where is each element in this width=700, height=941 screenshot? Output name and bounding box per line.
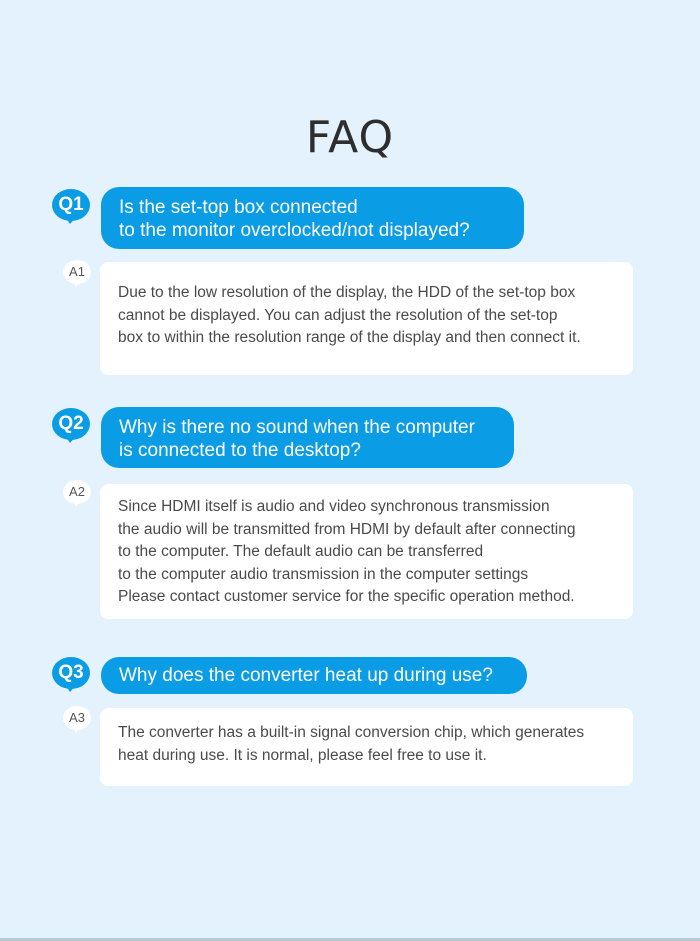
answer-1-line-2: cannot be displayed. You can adjust the resolution of the set-top xyxy=(118,306,558,324)
a3-badge xyxy=(63,706,91,732)
answer-1-line-1: Due to the low resolution of the display, the HDD of the set-top box xyxy=(118,284,576,301)
answer-2-line-5: Please contact customer service for the specific operation method. xyxy=(118,588,575,605)
q3-label: Q3 xyxy=(52,657,90,689)
a1-badge xyxy=(63,260,91,286)
answer-2-card xyxy=(100,484,633,619)
question-1-bubble xyxy=(101,187,524,249)
answer-2-line-1: Since HDMI itself is audio and video synchronous transmission xyxy=(118,498,550,515)
question-2-line-2: is connected to the desktop? xyxy=(119,440,361,461)
a3-label: A3 xyxy=(63,706,91,730)
answer-3-card xyxy=(100,708,633,786)
question-2-line-1: Why is there no sound when the computer xyxy=(119,417,475,438)
q1-label: Q1 xyxy=(52,189,90,221)
q2-label: Q2 xyxy=(52,408,90,440)
answer-1-line-3: box to within the resolution range of the display and then connect it. xyxy=(118,329,581,346)
q2-badge xyxy=(52,408,90,442)
answer-2-line-2: the audio will be transmitted from HDMI by default after connecting xyxy=(118,520,576,538)
answer-3-line-2: heat during use. It is normal, please feel free to use it. xyxy=(118,746,487,764)
answer-3-line-1: The converter has a built-in signal conversion chip, which generates xyxy=(118,724,585,741)
question-3-bubble xyxy=(101,657,527,694)
page-title: FAQ xyxy=(305,112,395,163)
question-1-line-2: to the monitor overclocked/not displayed? xyxy=(119,220,470,241)
a2-label: A2 xyxy=(63,480,91,504)
question-2-bubble xyxy=(101,407,514,468)
question-3-line-1: Why does the converter heat up during use? xyxy=(119,665,493,686)
q3-badge xyxy=(52,657,90,691)
answer-2-line-3: to the computer. The default audio can be transferred xyxy=(118,543,484,560)
answer-2-line-4: to the computer audio transmission in the computer settings xyxy=(118,565,529,583)
a1-label: A1 xyxy=(63,260,91,284)
a2-badge xyxy=(63,480,91,506)
question-1-line-1: Is the set-top box connected xyxy=(119,197,358,218)
answer-1-card xyxy=(100,262,633,375)
q1-badge xyxy=(52,189,90,223)
